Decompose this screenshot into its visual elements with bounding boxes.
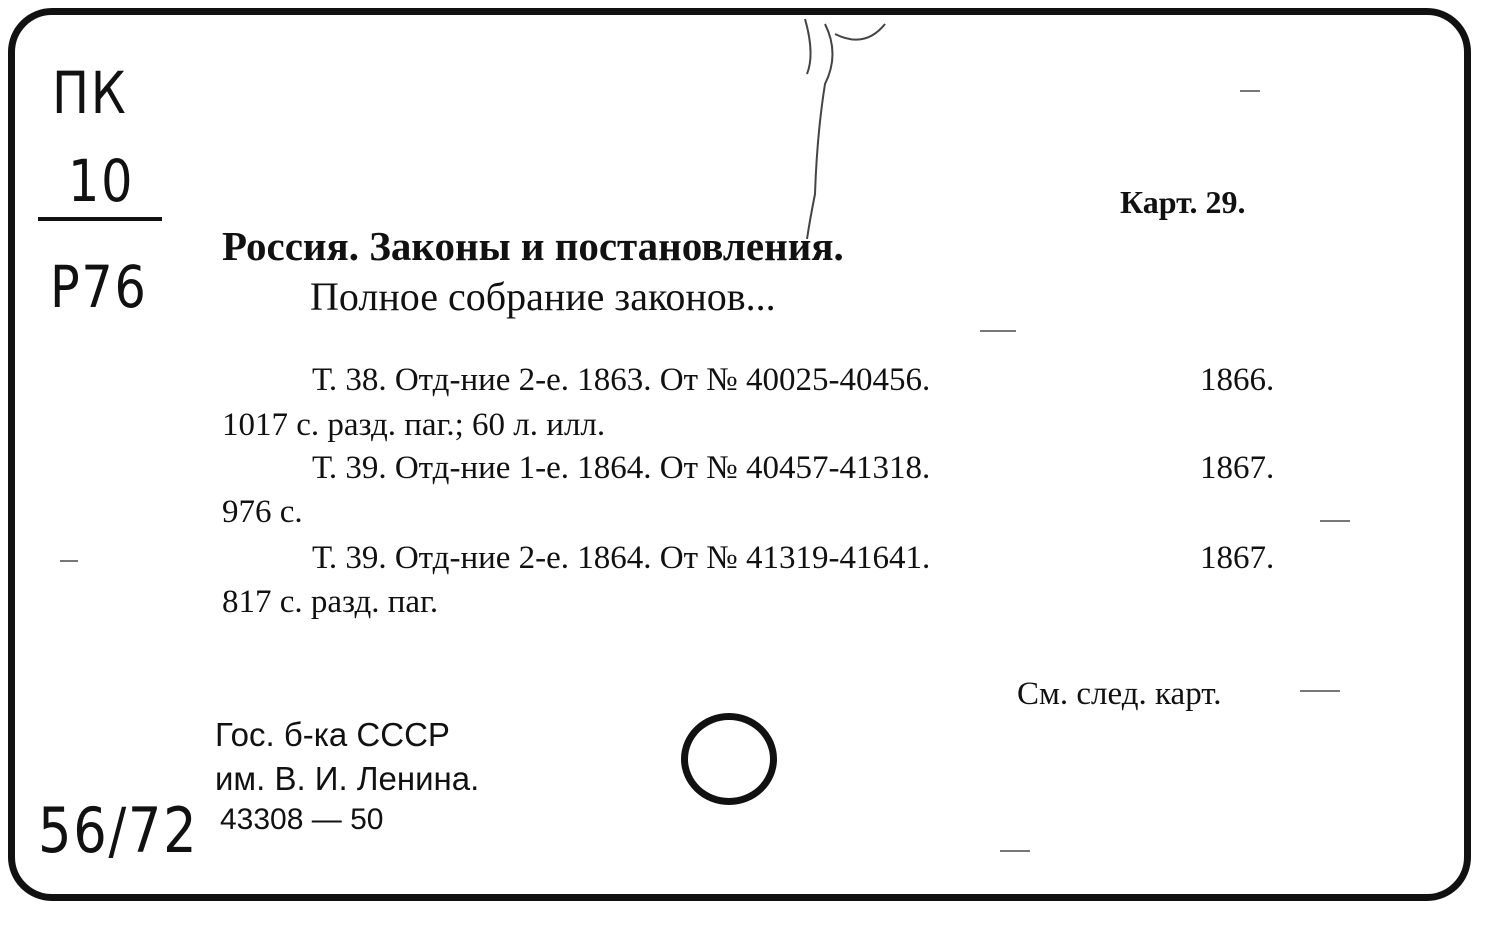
speck xyxy=(1000,850,1030,852)
entry-1-year: 1866. xyxy=(1200,362,1275,398)
call-number-divider xyxy=(38,217,162,221)
entry-1-line2: 1017 с. разд. паг.; 60 л. илл. xyxy=(222,407,606,443)
imprint-line3: 43308 — 50 xyxy=(220,803,384,836)
entry-2-line1: Т. 39. Отд-ние 1-е. 1864. От № 40457-41318. xyxy=(312,450,931,486)
scan-mark-curve xyxy=(805,19,885,239)
speck xyxy=(1320,520,1350,522)
entry-3-line1: Т. 39. Отд-ние 2-е. 1864. От № 41319-41641. xyxy=(312,540,931,576)
speck xyxy=(1300,690,1340,692)
subtitle: Полное собрание законов... xyxy=(310,274,776,319)
entry-2-line2: 976 с. xyxy=(222,494,303,530)
imprint-line1: Гос. б-ка СССР xyxy=(215,716,450,753)
heading: Россия. Законы и постановления. xyxy=(222,223,844,269)
entry-1-line1: Т. 38. Отд-ние 2-е. 1863. От № 40025-40456. xyxy=(312,362,931,398)
card-number: Карт. 29. xyxy=(1120,184,1246,220)
scan-marks xyxy=(795,14,895,244)
call-number-line1: ПК xyxy=(52,59,128,127)
see-next-card: См. след. карт. xyxy=(1017,676,1222,712)
speck xyxy=(60,560,78,562)
handwritten-note: 56/72 xyxy=(38,794,199,867)
call-number-line2: 10 xyxy=(68,147,135,215)
imprint-line2: им. В. И. Ленина. xyxy=(215,760,480,797)
entry-3-line2: 817 с. разд. паг. xyxy=(222,584,439,620)
entry-2-year: 1867. xyxy=(1200,450,1275,486)
punch-hole xyxy=(681,713,777,805)
speck xyxy=(980,330,1016,332)
call-number-line3: Р76 xyxy=(50,253,148,321)
speck xyxy=(1240,90,1260,92)
entry-3-year: 1867. xyxy=(1200,540,1275,576)
